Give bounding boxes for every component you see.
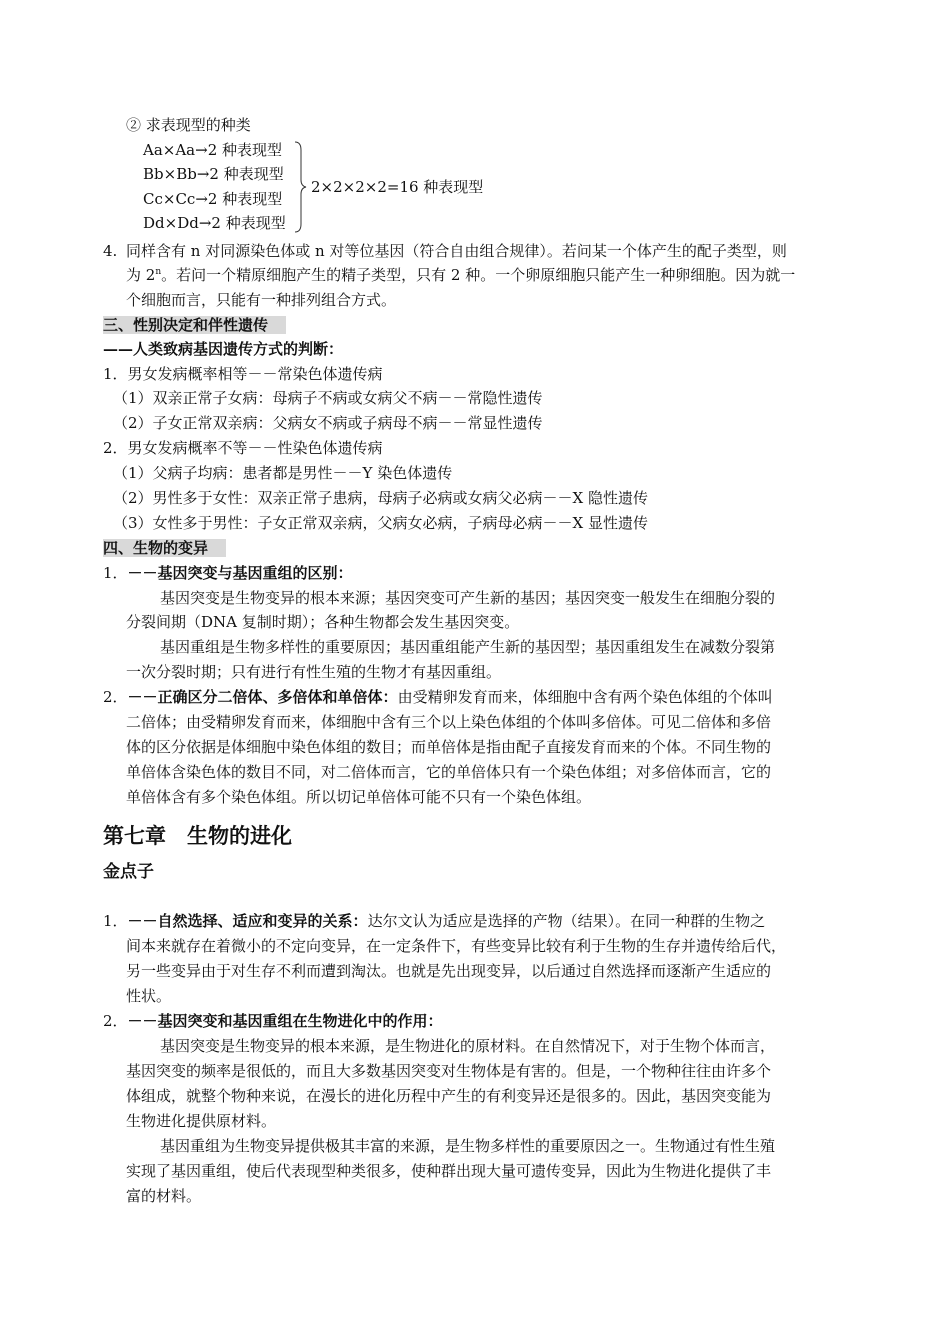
sec3-item-2: 2．男女发病概率不等－－性染色体遗传病 — [103, 439, 383, 457]
cross-line-4: Dd×Dd→2 种表现型 — [143, 214, 286, 232]
ch7-q2-line-5: 基因重组为生物变异提供极其丰富的来源，是生物多样性的重要原因之一。生物通过有性生殖 — [160, 1137, 776, 1155]
ch7-q1-line-2: 间本来就存在着微小的不定向变异，在一定条件下，有些变异比较有利于生物的生存并遗传给后代， — [126, 937, 787, 955]
ch7-q2-line-1: 基因突变是生物变异的根本来源，是生物进化的原材料。在自然情况下，对于生物个体而言， — [160, 1037, 776, 1055]
chapter-title: 第七章 生物的进化 — [103, 824, 292, 848]
sec4-p1-title: 1．－－基因突变与基因重组的区别： — [103, 564, 353, 582]
sec4-p2-line-5: 单倍体含有多个染色体组。所以切记单倍体可能不只有一个染色体组。 — [126, 788, 592, 806]
ch7-q1-line-1: 1．－－自然选择、适应和变异的关系：达尔文认为适应是选择的产物（结果）。在同一种群的生物之 — [103, 912, 766, 930]
cross-line-3: Cc×Cc→2 种表现型 — [143, 190, 283, 208]
sec4-p1-line-3: 基因重组是生物多样性的重要原因；基因重组能产生新的基因型；基因重组发生在减数分裂第 — [160, 638, 776, 656]
sec3-item-1: 1．男女发病概率相等－－常染色体遗传病 — [103, 365, 383, 383]
ch7-q2-line-3: 体组成，就整个物种来说，在漫长的进化历程中产生的有利变异还是很多的。因此，基因突变能为 — [126, 1087, 772, 1105]
right-brace-icon — [293, 140, 307, 234]
sec3-item-1b: （2）子女正常双亲病：父病女不病或子病母不病－－常显性遗传 — [113, 414, 543, 432]
item4-line-1: 同样含有 n 对同源染色体或 n 对等位基因（符合自由组合规律）。若问某一个体产生的配子类型，则 — [126, 242, 787, 260]
ch7-q2-title: 2．－－基因突变和基因重组在生物进化中的作用： — [103, 1012, 443, 1030]
sec4-p1-line-4: 一次分裂时期；只有进行有性生殖的生物才有基因重组。 — [126, 663, 502, 681]
ch7-q1-line-3: 另一些变异由于对生存不利而遭到淘汰。也就是先出现变异，以后通过自然选择而逐渐产生适应的 — [126, 962, 772, 980]
ch7-q2-line-7: 富的材料。 — [126, 1187, 202, 1205]
ch7-q2-line-2: 基因突变的频率是很低的，而且大多数基因突变对生物体是有害的。但是，一个物种往往由许多个 — [126, 1062, 772, 1080]
cross-line-1: Aa×Aa→2 种表现型 — [143, 141, 282, 159]
sec4-p1-line-1: 基因突变是生物变异的根本来源；基因突变可产生新的基因；基因突变一般发生在细胞分裂的 — [160, 589, 776, 607]
sec4-p1-line-2: 分裂间期（DNA 复制时期）；各种生物都会发生基因突变。 — [126, 613, 520, 631]
ch7-q2-line-4: 生物进化提供原材料。 — [126, 1112, 277, 1130]
ch7-q1-line-4: 性状。 — [126, 987, 172, 1005]
sec4-p2-line-2: 二倍体；由受精卵发育而来，体细胞中含有三个以上染色体组的个体叫多倍体。可见二倍体和多倍 — [126, 713, 772, 731]
phenotype-title: ② 求表现型的种类 — [126, 116, 251, 134]
cross-line-2: Bb×Bb→2 种表现型 — [143, 165, 284, 183]
item4-number: 4. — [103, 242, 118, 260]
phenotype-result: 2×2×2×2=16 种表现型 — [311, 178, 484, 196]
item4-line-2: 为 2$^n$。若问一个精原细胞产生的精子类型，只有 2 种。一个卵原细胞只能产生一种卵细胞。因为就一 — [126, 266, 796, 284]
sec3-item-1a: （1）双亲正常子女病：母病子不病或女病父不病－－常隐性遗传 — [113, 389, 543, 407]
sec4-p2-line-1: 2．－－正确区分二倍体、多倍体和单倍体：由受精卵发育而来，体细胞中含有两个染色体组的个体叫 — [103, 688, 773, 706]
sec4-p2-line-4: 单倍体含染色体的数目不同，对二倍体而言，它的单倍体只有一个染色体组；对多倍体而言，它的 — [126, 763, 772, 781]
ch7-q2-line-6: 实现了基因重组，使后代表现型种类很多，使种群出现大量可遗传变异，因此为生物进化提供了丰 — [126, 1162, 772, 1180]
sec4-p2-line-3: 体的区分依据是体细胞中染色体组的数目；而单倍体是指由配子直接发育而来的个体。不同生物的 — [126, 738, 772, 756]
sec3-item-2a: （1）父病子均病：患者都是男性－－Y 染色体遗传 — [113, 464, 453, 482]
sec3-item-2c: （3）女性多于男性：子女正常双亲病，父病女必病，子病母必病－－X 显性遗传 — [113, 514, 648, 532]
sec3-item-2b: （2）男性多于女性：双亲正常子患病，母病子必病或女病父必病－－X 隐性遗传 — [113, 489, 648, 507]
chapter-subtitle: 金点子 — [103, 862, 154, 882]
section3-heading: 三、性别决定和伴性遗传 — [103, 315, 286, 335]
item4-line-3: 个细胞而言，只能有一种排列组合方式。 — [126, 291, 397, 309]
section4-heading: 四、生物的变异 — [103, 538, 226, 558]
section3-subheading: ——人类致病基因遗传方式的判断： — [103, 340, 344, 358]
